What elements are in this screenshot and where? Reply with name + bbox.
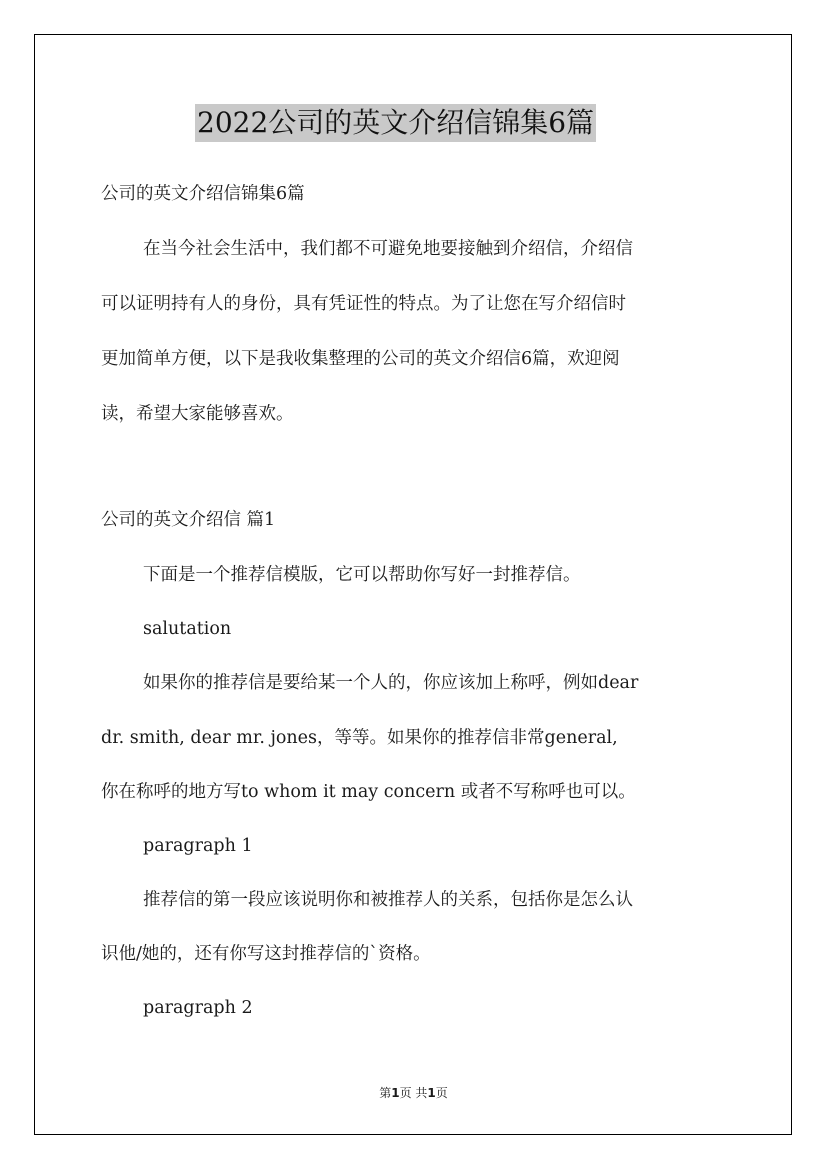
footer-page-number: 1 (391, 1086, 400, 1100)
paragraph1-label: paragraph 1 (143, 836, 253, 856)
paragraph2-label: paragraph 2 (143, 998, 253, 1018)
salutation-label: salutation (143, 619, 232, 639)
footer-page-total: 1 (427, 1086, 436, 1100)
page-footer (0, 1084, 827, 1101)
intro-line-1: 在当今社会生活中，我们都不可避免地要接触到介绍信，介绍信 (143, 239, 633, 259)
intro-line-4: 读，希望大家能够喜欢。 (101, 404, 294, 424)
footer-page-mid: 页 共 (399, 1086, 428, 1100)
section-heading: 公司的英文介绍信 篇1 (101, 510, 276, 530)
intro-line-2: 可以证明持有人的身份，具有凭证性的特点。为了让您在写介绍信时 (101, 294, 626, 314)
salutation-line-3: 你在称呼的地方写to whom it may concern 或者不写称呼也可以。 (101, 782, 636, 802)
footer-page-prefix: 第 (379, 1086, 392, 1100)
intro-line-3: 更加简单方便，以下是我收集整理的公司的英文介绍信6篇，欢迎阅 (101, 349, 620, 369)
paragraph1-line-2: 识他/她的，还有你写这封推荐信的`资格。 (101, 944, 431, 964)
salutation-line-1: 如果你的推荐信是要给某一个人的，你应该加上称呼，例如dear (143, 673, 639, 693)
paragraph1-line-1: 推荐信的第一段应该说明你和被推荐人的关系，包括你是怎么认 (143, 890, 633, 910)
footer-page-suffix: 页 (435, 1086, 448, 1100)
section-paragraph: 下面是一个推荐信模版，它可以帮助你写好一封推荐信。 (143, 565, 581, 585)
document-title: 2022公司的英文介绍信锦集6篇 (195, 104, 596, 142)
document-subtitle: 公司的英文介绍信锦集6篇 (101, 184, 305, 204)
salutation-line-2: dr. smith, dear mr. jones，等等。如果你的推荐信非常general, (101, 728, 618, 748)
